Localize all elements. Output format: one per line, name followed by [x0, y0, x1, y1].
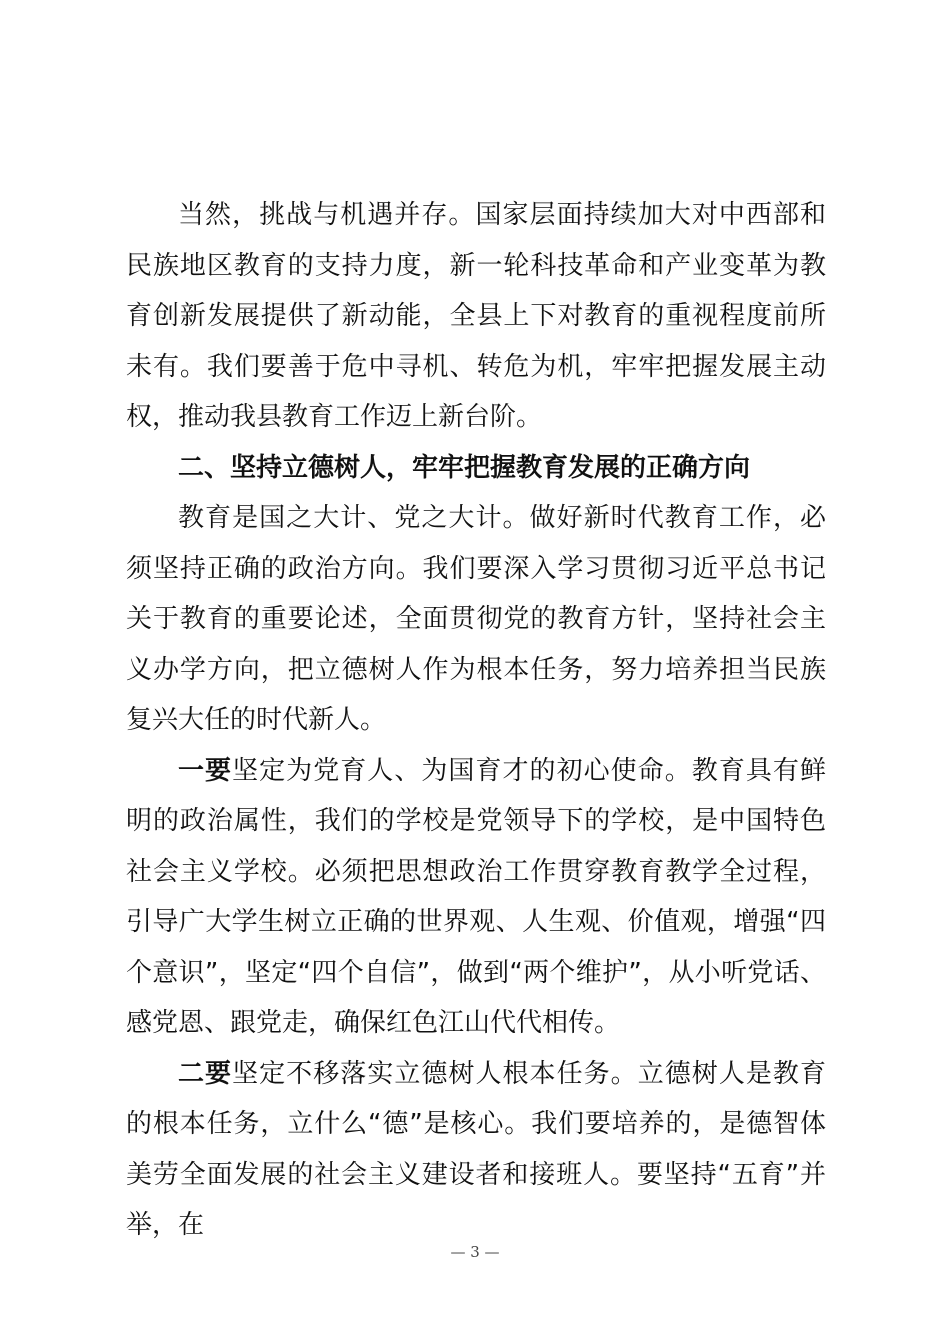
paragraph-text: 坚定为党育人、为国育才的初心使命。教育具有鲜明的政治属性，我们的学校是党领导下的学校，是中国特色社会主义学校。必须把思想政治工作贯穿教育教学全过程，引导广大学生树立正确的世界观、人生观、价值观，增强“四个意识”，坚定“四个自信”，做到“两个维护”，从小听党话、感党恩、跟党走，确保红色江山代代相传。	[126, 755, 826, 1038]
paragraph-opportunity	[126, 190, 826, 443]
paragraph-text: 教育是国之大计、党之大计。做好新时代教育工作，必须坚持正确的政治方向。我们要深入学习贯彻习近平总书记关于教育的重要论述，全面贯彻党的教育方针，坚持社会主义办学方向，把立德树人作为根本任务，努力培养担当民族复兴大任的时代新人。	[126, 503, 826, 735]
point-lead: 一要	[178, 755, 233, 786]
paragraph-point-one	[126, 746, 826, 1049]
document-body	[126, 190, 826, 1251]
paragraph-point-two	[126, 1049, 826, 1251]
paragraph-text: 当然，挑战与机遇并存。国家层面持续加大对中西部和民族地区教育的支持力度，新一轮科技革命和产业变革为教育创新发展提供了新动能，全县上下对教育的重视程度前所未有。我们要善于危中寻机、转危为机，牢牢把握发展主动权，推动我县教育工作迈上新台阶。	[126, 200, 826, 432]
paragraph-text: 坚定不移落实立德树人根本任务。立德树人是教育的根本任务，立什么“德”是核心。我们要培养的，是德智体美劳全面发展的社会主义建设者和接班人。要坚持“五育”并举，在	[126, 1058, 826, 1240]
point-lead: 二要	[178, 1058, 233, 1089]
heading-text: 二、坚持立德树人，牢牢把握教育发展的正确方向	[178, 452, 751, 483]
section-heading-two	[126, 443, 826, 494]
paragraph-direction	[126, 493, 826, 746]
page-number: — 3 —	[450, 1243, 500, 1261]
